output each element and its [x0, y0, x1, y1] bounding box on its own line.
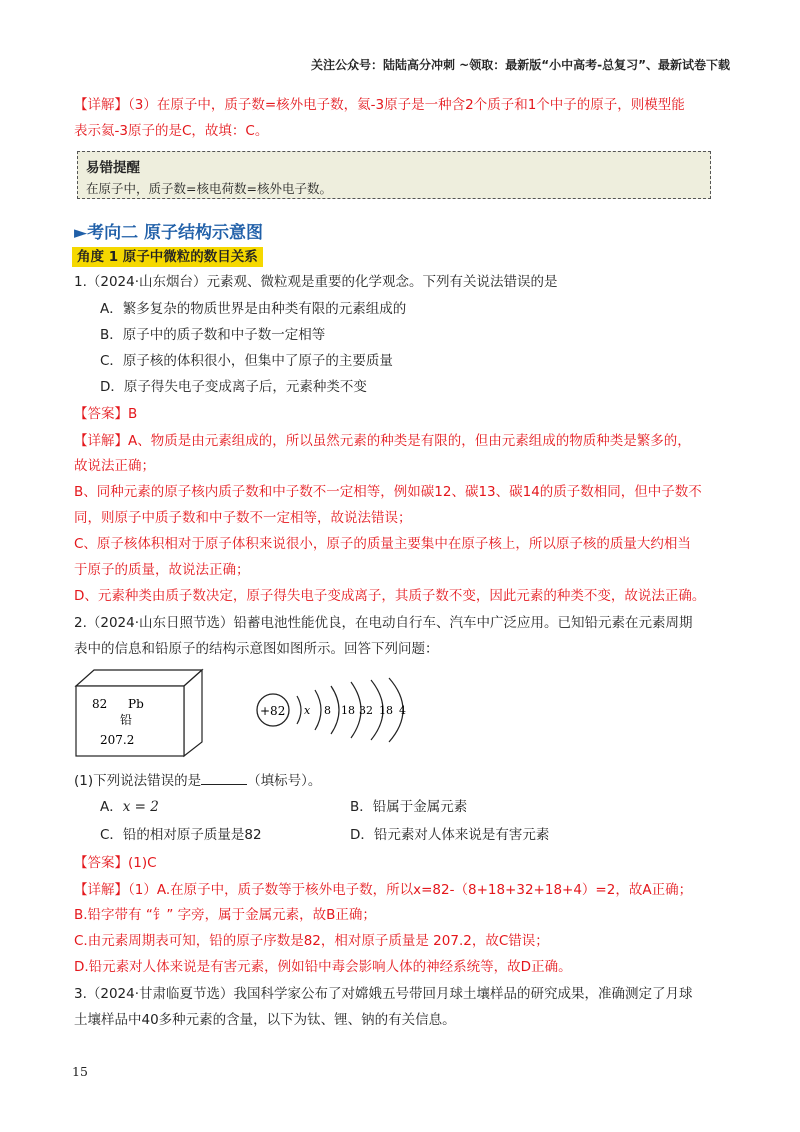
option-c: C．铅的相对原子质量是82 — [100, 827, 262, 843]
option-d: D．铅元素对人体来说是有害元素 — [350, 827, 550, 843]
option-b: B．铅属于金属元素 — [350, 799, 468, 815]
option-a — [100, 797, 159, 817]
detail-text: B.铅字带有 “钅” 字旁，属于金属元素，故B正确； — [74, 907, 376, 923]
nucleus-charge: +82 — [260, 704, 286, 718]
detail-text: 【详解】A、物质是由元素组成的，所以虽然元素的种类是有限的，但由元素组成的物质种类是繁多的， — [74, 433, 691, 449]
detail-text: 【详解】（1）A.在原子中，质子数等于核外电子数，所以x=82-（8+18+32+18+4）=2，故A正确； — [74, 882, 693, 898]
detail-text: 于原子的质量，故说法正确； — [74, 562, 250, 578]
option-d: D．原子得失电子变成离子后，元素种类不变 — [100, 379, 367, 395]
shell-count: 18 — [379, 704, 393, 717]
question-stem: 土壤样品中40多种元素的含量，以下为钛、锂、钠的有关信息。 — [74, 1012, 456, 1028]
sub-question — [74, 770, 321, 791]
detail-text: B、同种元素的原子核内质子数和中子数不一定相等，例如碳12、碳13、碳14的质子数相同，但中子数不 — [74, 484, 702, 500]
option-c: C．原子核的体积很小，但集中了原子的主要质量 — [100, 353, 393, 369]
atom-structure-diagram — [255, 676, 435, 748]
shell-count: 18 — [341, 704, 355, 717]
detail-text: C.由元素周期表可知，铅的原子序数是82，相对原子质量是 207.2，故C错误； — [74, 933, 549, 949]
detail-text: 同，则原子中质子数和中子数不一定相等，故说法错误； — [74, 510, 412, 526]
electron-shell-arc — [297, 696, 301, 724]
hint-text: 在原子中，质子数=核电荷数=核外电子数。 — [86, 181, 332, 196]
sub-question-text: （填标号）。 — [247, 773, 322, 789]
detail-text: D.铅元素对人体来说是有害元素，例如铅中毒会影响人体的神经系统等，故D正确。 — [74, 959, 572, 975]
element-cell-figure — [72, 668, 212, 758]
answer: 【答案】B — [74, 406, 138, 422]
answer-blank — [201, 770, 247, 785]
option-a-expr: x = 2 — [122, 799, 159, 815]
option-b: B．原子中的质子数和中子数一定相等 — [100, 327, 326, 343]
detail-text: 故说法正确； — [74, 458, 155, 474]
page-header: 关注公众号：陆陆高分冲刺 ~领取：最新版“小中高考-总复习”、最新试卷下载 — [311, 58, 730, 72]
atomic-mass: 207.2 — [100, 733, 135, 747]
page-number: 15 — [72, 1064, 88, 1079]
question-stem: 1.（2024·山东烟台）元素观、微粒观是重要的化学观念。下列有关说法错误的是 — [74, 274, 558, 290]
element-symbol: Pb — [128, 697, 144, 711]
answer: 【答案】(1)C — [74, 855, 157, 871]
error-hint-box — [77, 151, 711, 199]
detail-text: D、元素种类由质子数决定，原子得失电子变成离子，其质子数不变，因此元素的种类不变，故说法正确。 — [74, 588, 706, 604]
question-stem: 表中的信息和铅原子的结构示意图如图所示。回答下列问题： — [74, 641, 439, 657]
option-a: A．繁多复杂的物质世界是由种类有限的元素组成的 — [100, 301, 407, 317]
section-title: ►考向二 原子结构示意图 — [74, 223, 263, 243]
atomic-number: 82 — [92, 697, 108, 711]
electron-shell-arc — [315, 690, 321, 730]
detail-text: 【详解】（3）在原子中，质子数=核外电子数，氦-3原子是一种含2个质子和1个中子的原子，则模型能 — [74, 97, 685, 113]
hint-title: 易错提醒 — [86, 160, 140, 176]
option-a-label: A． — [100, 799, 123, 815]
electron-shell-arc — [331, 686, 339, 734]
question-stem: 2.（2024·山东日照节选）铅蓄电池性能优良，在电动自行车、汽车中广泛应用。已知铅元素在元素周期 — [74, 615, 693, 631]
shell-count: 4 — [399, 704, 406, 717]
detail-text: 表示氦-3原子的是C，故填：C。 — [74, 123, 269, 139]
detail-text: C、原子核体积相对于原子体积来说很小，原子的质量主要集中在原子核上，所以原子核的质量大约相当 — [74, 536, 691, 552]
shell-count: 8 — [324, 704, 331, 717]
cube-top-face — [76, 670, 202, 686]
element-name: 铅 — [120, 713, 133, 727]
cube-side-face — [184, 670, 202, 756]
sub-question-text: (1)下列说法错误的是 — [74, 773, 202, 789]
question-stem: 3.（2024·甘肃临夏节选）我国科学家公布了对嫦娥五号带回月球土壤样品的研究成果，准确测定了月球 — [74, 986, 693, 1002]
shell-count: x — [304, 704, 311, 717]
angle-label: 角度 1 原子中微粒的数目关系 — [72, 247, 263, 267]
shell-count: 32 — [359, 704, 373, 717]
